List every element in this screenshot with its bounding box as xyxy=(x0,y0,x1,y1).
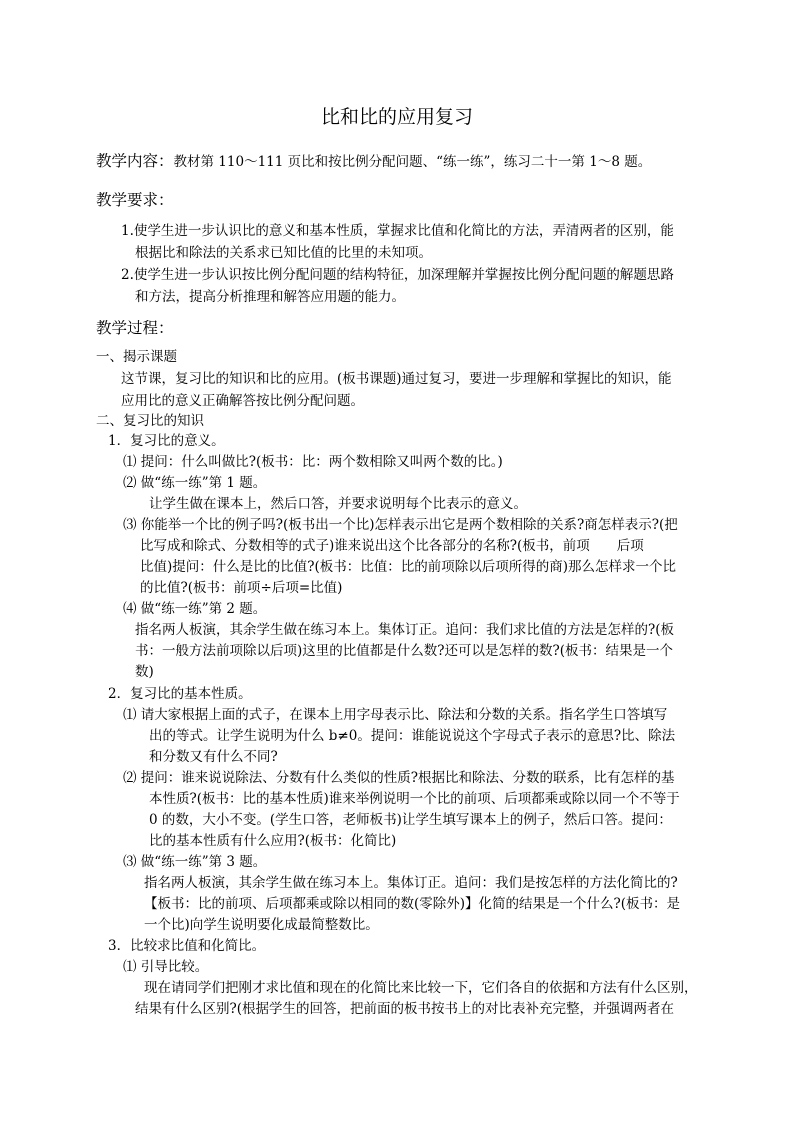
text-line: ⑴ 请大家根据上面的式子，在课本上用字母表示比、除法和分数的关系。指名学生口答填写 xyxy=(123,707,668,723)
text-line: 数) xyxy=(135,664,154,680)
subsection-heading: 1．复习比的意义。 xyxy=(108,433,225,449)
text-line: 2.使学生进一步认识按比例分配问题的结构特征，加深理解并掌握按比例分配问题的解题思路 xyxy=(121,267,674,283)
text-line: 现在请同学们把刚才求比值和现在的化简比来比较一下，它们各自的依据和方法有什么区别， xyxy=(144,980,698,996)
subsection-heading: 3．比较求比值和化简比。 xyxy=(108,938,266,954)
text-line: 比写成和除式、分数相等的式子)谁来说出这个比各部分的名称?(板书，前项 后项 xyxy=(140,538,644,554)
process-heading: 教学过程： xyxy=(96,319,174,337)
text-line: 比值)提问：什么是比的比值?(板书：比值：比的前项除以后项所得的商)那么怎样求一个比 xyxy=(140,559,677,575)
text-line: 的比值?(板书：前项÷后项=比值) xyxy=(140,580,343,596)
text-line: ⑴ 提问：什么叫做比?(板书：比：两个数相除又叫两个数的比。) xyxy=(123,454,503,470)
text-line: ⑶ 你能举一个比的例子吗?(板书出一个比)怎样表示出它是两个数相除的关系?商怎样表示?(把 xyxy=(123,517,678,533)
text-line: 结果有什么区别?(根据学生的回答，把前面的板书按书上的对比表补充完整，并强调两者在 xyxy=(135,1001,675,1017)
text-line: 书：一般方法前项除以后项)这里的比值都是什么数?还可以是怎样的数?(板书：结果是一个 xyxy=(135,643,674,659)
text-line: 让学生做在课本上，然后口答，并要求说明每个比表示的意义。 xyxy=(149,496,527,512)
text-line: 一个比)向学生说明要化成最简整数比。 xyxy=(144,917,379,933)
text-line: ⑷ 做“练一练”第 2 题。 xyxy=(123,601,267,617)
text-line: 出的等式。让学生说明为什么 b≠0。提问：谁能说说这个字母式子表示的意思?比、除法 xyxy=(149,728,676,744)
subsection-heading: 2．复习比的基本性质。 xyxy=(108,686,252,702)
section-heading: 一、揭示课题 xyxy=(96,349,177,365)
text-line: 指名两人板演，其余学生做在练习本上。集体订正。追问：我们求比值的方法是怎样的?(板 xyxy=(135,622,675,638)
text-line: ⑵ 做“练一练”第 1 题。 xyxy=(123,475,267,491)
text-line: 和方法，提高分析推理和解答应用题的能力。 xyxy=(135,289,405,305)
content-label: 教学内容： xyxy=(96,152,174,170)
text-line: 和分数又有什么不同? xyxy=(149,749,278,765)
text-line: 根据比和除法的关系求已知比值的比里的未知项。 xyxy=(135,245,432,261)
text-line: ⑴ 引导比较。 xyxy=(123,959,209,975)
text-line: ⑶ 做“练一练”第 3 题。 xyxy=(123,854,267,870)
text-line: 比的基本性质有什么应用?(板书：化简比) xyxy=(149,833,397,849)
text-line: 指名两人板演，其余学生做在练习本上。集体订正。追问：我们是按怎样的方法化简比的? xyxy=(144,875,678,891)
text-line: 1.使学生进一步认识比的意义和基本性质，掌握求比值和化简比的方法，弄清两者的区别，能 xyxy=(121,223,674,239)
section-heading: 二、复习比的知识 xyxy=(96,413,204,429)
text-line: 本性质?(板书：比的基本性质)谁来举例说明一个比的前项、后项都乘或除以同一个不等于 xyxy=(149,791,680,807)
text-line: 应用比的意义正确解答按比例分配问题。 xyxy=(121,393,364,409)
text-line: 【板书：比的前项、后项都乘或除以相同的数(零除外)】化简的结果是一个什么?(板书：是 xyxy=(144,896,681,912)
requirements-heading: 教学要求： xyxy=(96,191,174,209)
page-title: 比和比的应用复习 xyxy=(320,106,473,128)
content-line xyxy=(96,150,651,173)
text-line: 0 的数，大小不变。(学生口答，老师板书)让学生填写课本上的例子，然后口答。提问： xyxy=(149,812,672,828)
content-text: 教材第 110～111 页比和按比例分配问题、“练一练”，练习二十一第 1～8 题。 xyxy=(173,154,652,170)
text-line: 这节课，复习比的知识和比的应用。(板书课题)通过复习，要进一步理解和掌握比的知识，能 xyxy=(121,371,672,387)
text-line: ⑵ 提问：谁来说说除法、分数有什么类似的性质?根据比和除法、分数的联系，比有怎样的基 xyxy=(123,770,675,786)
